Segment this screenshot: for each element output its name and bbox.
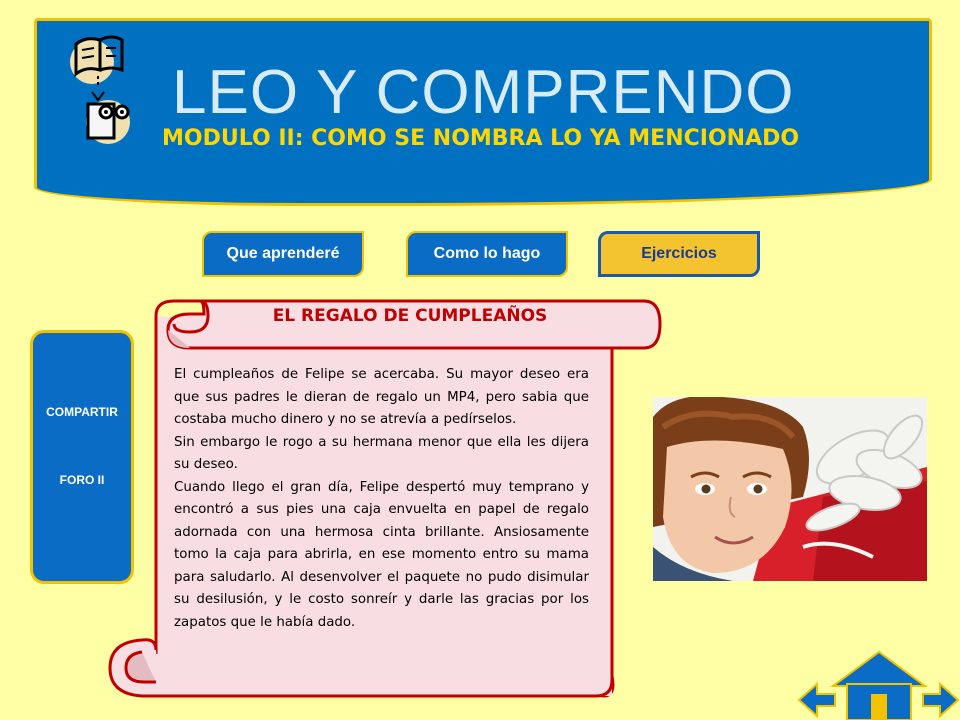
bottom-navigation xyxy=(797,648,960,720)
tab-que-aprendere[interactable]: Que aprenderé xyxy=(202,231,364,277)
tab-ejercicios[interactable]: Ejercicios xyxy=(598,231,760,277)
module-subtitle: MODULO II: COMO SE NOMBRA LO YA MENCIONADO xyxy=(162,126,800,151)
arrow-right-icon[interactable] xyxy=(923,684,958,716)
sidebar-link-compartir[interactable]: COMPARTIR xyxy=(46,405,118,419)
story-paragraph: Sin embargo le rogo a su hermana menor que ella les dijera su deseo. xyxy=(174,434,589,472)
sidebar-link-foro[interactable]: FORO II xyxy=(59,473,105,487)
story-title: EL REGALO DE CUMPLEAÑOS xyxy=(272,306,548,326)
boy-with-gift-image xyxy=(653,397,927,581)
story-paragraph: El cumpleaños de Felipe se acercaba. Su mayor deseo era que sus padres le dieran de regalo un MP4, pero sabia que costaba mucho dinero y no se atrevía a pedírselos. xyxy=(174,367,589,427)
story-text xyxy=(174,364,589,634)
home-icon[interactable] xyxy=(833,652,925,720)
story-paragraph: Cuando llego el gran día, Felipe despertó muy temprano y encontró a sus pies una caja envuelta en papel de regalo adornada con una hermosa cinta brillante. Ansiosamente tomo la caja para abrirla, en ese momento entro su mama para saludarlo. Al desenvolver el paquete no pudo disimular su desilusión, y le costo sonreír y darle las gracias por los zapatos que le había dado. xyxy=(174,479,589,630)
page-title: LEO Y COMPRENDO xyxy=(172,58,795,127)
book-reader-icon xyxy=(62,26,142,146)
tab-como-lo-hago[interactable]: Como lo hago xyxy=(406,231,568,277)
arrow-left-icon[interactable] xyxy=(799,684,835,716)
